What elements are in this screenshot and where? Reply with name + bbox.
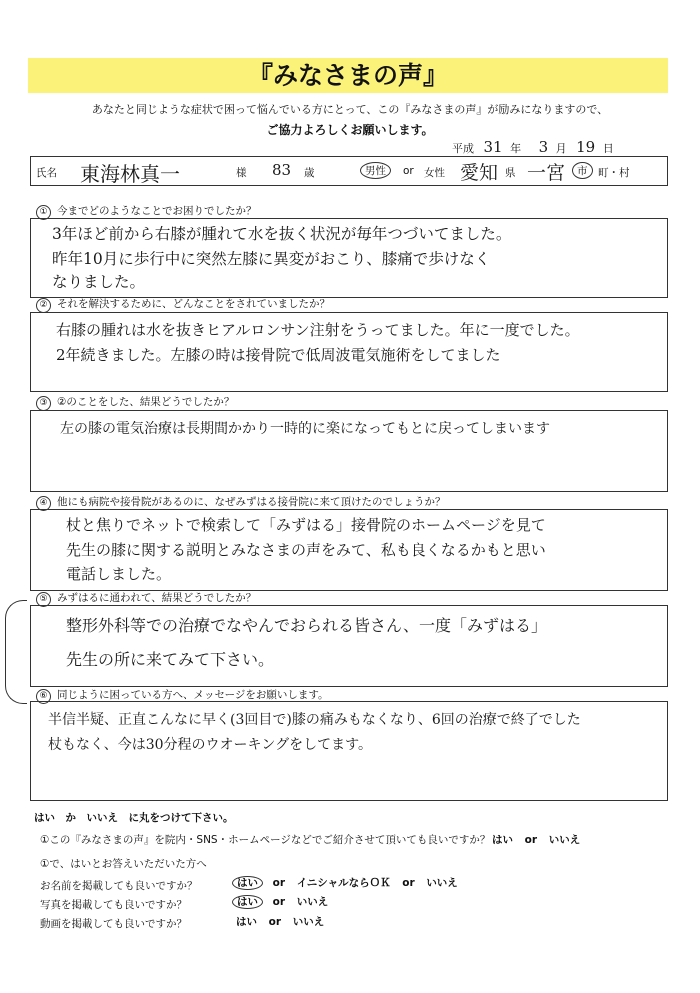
name-value: 東海林真一 [80,162,180,186]
consent-question-1: ①この『みなさまの声』を院内・SNS・ホームページなどでご紹介させて頂いても良いですか？ [40,834,491,846]
consent-photo-or: or [272,896,286,908]
consent-name-answers [232,875,458,890]
answer-5-line-2: 先生の所に来てみて下さい。 [66,650,275,669]
question-3-text: ②のことをした、結果どうでしたか？ [57,396,235,408]
consent-name-label: お名前を掲載しても良いですか？ [40,880,198,892]
answer-2-line-2: 2年続きました。左膝の時は接骨院で低周波電気施術をしてました [56,346,501,364]
town-unit: 町・村 [598,167,630,179]
hand-drawn-arrow [5,600,27,704]
answer-1-line-3: なりました。 [52,273,146,291]
intro-text: あなたと同じような症状で困って悩んでいる方にとって、この『みなさまの声』が励みになりますので、 [91,103,609,116]
question-1-text: 今までどのようなことでお困りでしたか？ [57,205,257,217]
consent-photo-label: 写真を掲載しても良いですか？ [40,899,187,911]
name-label: 氏名 [36,167,57,179]
consent-answer-1 [492,832,580,847]
consent-name-or-1: or [272,877,286,889]
consent-1-or: or [524,834,538,846]
consent-photo-answers [232,894,328,909]
date-line [452,138,614,156]
consent-name-yes-circled: はい [232,876,263,890]
consent-video-no: いいえ [292,916,325,928]
age-value: 83 [272,161,292,179]
consent-name-no: いいえ [426,877,458,889]
question-3-number: ③ [36,396,51,411]
date-era: 平成 [452,142,474,155]
consent-photo-no: いいえ [296,896,329,908]
question-5-text: みずはるに通われて、結果どうでしたか？ [57,592,257,604]
city-unit-circled: 市 [572,162,593,179]
question-2-text: それを解決するために、どんなことをされていましたか？ [57,298,330,310]
date-month-unit: 月 [555,142,567,155]
city-value: 一宮 [527,162,566,184]
answer-2-line-1: 右膝の腫れは水を抜きヒアルロンサン注射をうってました。年に一度でした。 [56,321,580,339]
question-4-text: 他にも病院や接骨院があるのに、なぜみずはる接骨院に来て頂けたのでしょうか？ [57,496,446,508]
date-day-unit: 日 [602,142,614,155]
question-5-number: ⑤ [36,592,51,607]
answer-4-line-3: 電話しました。 [66,565,172,583]
consent-video-yes: はい [236,916,257,928]
answer-1-line-1: 3年ほど前から右膝が腫れて水を抜く状況が毎年つづいてました。 [52,225,512,243]
age-unit: 歳 [304,167,315,179]
date-year-unit: 年 [510,142,522,155]
consent-video-label: 動画を掲載しても良いですか？ [40,918,187,930]
title-banner [28,58,668,93]
question-2-number: ② [36,298,51,313]
answer-1-line-2: 昨年10月に歩行中に突然左膝に異変がおこり、膝痛で歩けなく [52,250,491,268]
consent-1-yes: はい [492,834,513,846]
answer-3-line-1: 左の膝の電気治療は長期間かかり一時的に楽になってもとに戻ってしまいます [60,421,550,437]
answer-4-line-2: 先生の膝に関する説明とみなさまの声をみて、私も良くなるかもと思い [66,541,546,559]
gender-male-circled: 男性 [360,162,391,179]
question-1-number: ① [36,205,51,220]
question-3 [36,394,234,411]
consent-followup-intro: ①で、はいとお答えいただいた方へ [40,858,207,870]
consent-1-no: いいえ [548,834,581,846]
consent-name-initials: イニシャルならＯＫ [296,877,391,889]
intro-request: ご協力よろしくお願いします。 [266,123,434,137]
gender-or: or [403,165,414,177]
consent-video-answers [236,914,324,929]
answer-6-line-2: 杖もなく、今は30分程のウオーキングをしてます。 [48,737,372,753]
consent-video-or: or [268,916,282,928]
consent-name-or-2: or [402,877,415,889]
question-2 [36,296,330,313]
circle-instruction: はい か いいえ に丸をつけて下さい。 [34,812,234,824]
prefecture-unit: 県 [505,167,516,179]
answer-5-line-1: 整形外科等での治療でなやんでおられる皆さん、一度「みずはる」 [66,616,547,635]
question-4-number: ④ [36,496,51,511]
page-title: 『みなさまの声』 [247,61,448,90]
honorific: 様 [236,167,247,179]
gender-female: 女性 [424,167,445,179]
answer-6-line-1: 半信半疑、正直こんなに早く(3回目で)膝の痛みもなくなり、6回の治療で終了でした [48,712,581,728]
prefecture-value: 愛知 [460,162,499,184]
answer-4-line-1: 杖と焦りでネットで検索して「みずはる」接骨院のホームページを見て [66,516,546,534]
date-day: 19 [576,138,596,156]
question-6-number: ⑥ [36,689,51,704]
question-6-text: 同じように困っている方へ、メッセージをお願いします。 [57,689,329,701]
date-year: 31 [483,138,503,156]
consent-photo-yes-circled: はい [232,895,263,909]
date-month: 3 [538,138,549,156]
